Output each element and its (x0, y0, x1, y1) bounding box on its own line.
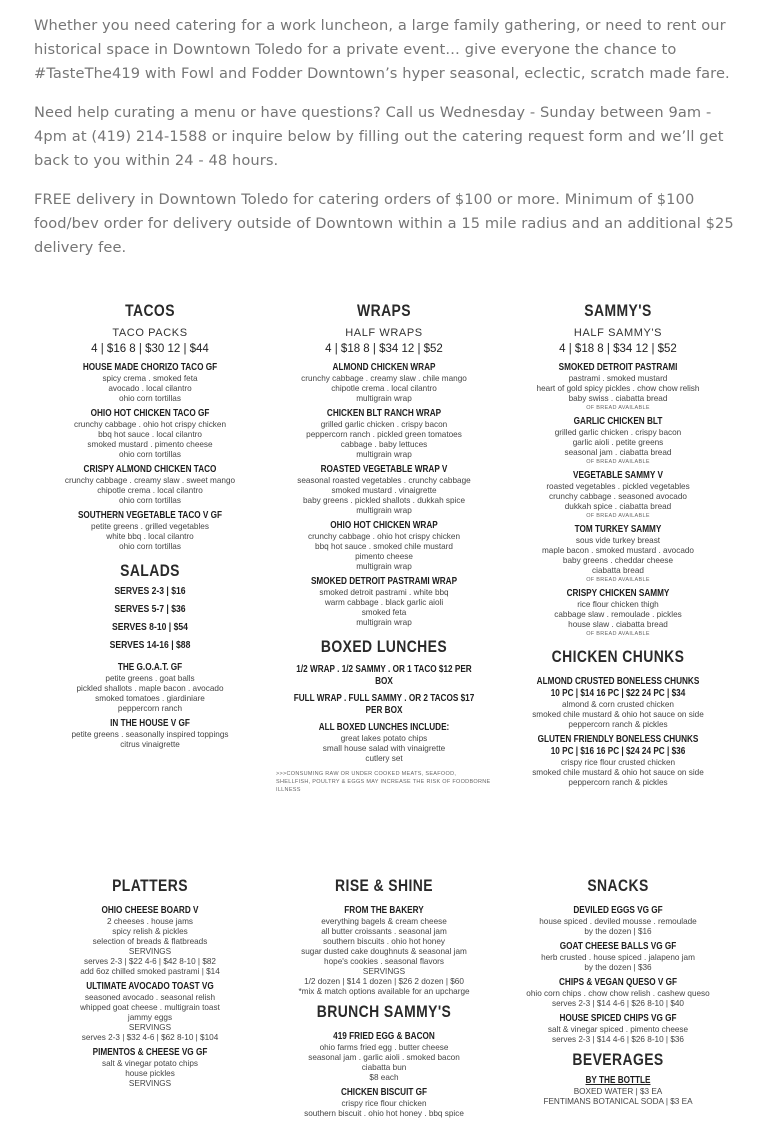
menu-item-price: 10 PC | $14 16 PC | $22 24 PC | $34 (550, 688, 686, 699)
snacks-items (500, 905, 736, 1045)
by-the-bottle-subheading: BY THE BOTTLE (585, 1075, 651, 1086)
menu-item-description: SERVINGS (128, 1023, 172, 1032)
menu-item-description: house slaw . ciabatta bread (568, 620, 668, 629)
menu-item-description: everything bagels & cream cheese (321, 917, 447, 926)
salads-items (32, 662, 268, 750)
rise-shine-heading: RISE & SHINE (335, 876, 433, 895)
salad-serving-sizes (32, 582, 268, 654)
menu-item-name: 419 FRIED EGG & BACON (333, 1031, 435, 1042)
menu-item-description: smoked chile mustard & ohio hot sauce on side (532, 710, 704, 719)
menu-item-description: grilled garlic chicken . crispy bacon (554, 428, 682, 437)
menu-item-description: petite greens . seasonally inspired toppings (71, 730, 229, 739)
menu-item-description: ohio corn tortillas (119, 450, 181, 459)
menu-item-description: petite greens . goat balls (105, 674, 195, 683)
menu-item-description: sugar dusted cake doughnuts & seasonal jam (301, 947, 467, 956)
food-safety-warning: >>>CONSUMING RAW OR UNDER COOKED MEATS, SEAFOOD, SHELLFISH, POULTRY & EGGS MAY INCREASE THE RISK OF FOODBORNE ILLNESS (276, 771, 491, 793)
menu-item (500, 941, 736, 973)
menu-item (32, 905, 268, 977)
menu-item-description: multigrain wrap (356, 506, 412, 515)
menu-item-description: multigrain wrap (356, 450, 412, 459)
menu-item-description: seasonal jam . garlic aioli . smoked bacon (308, 1053, 460, 1062)
beverage-line-1: BOXED WATER | $3 EA (573, 1087, 663, 1096)
menu-item-description: ciabatta bun (361, 1063, 407, 1072)
menu-item-description: smoked mustard . pimento cheese (87, 440, 213, 449)
menu-item (266, 1087, 502, 1119)
menu-item-description: petite greens . grilled vegetables (91, 522, 209, 531)
menu-item-description: SERVINGS (128, 947, 172, 956)
menu-item-description: cabbage . baby lettuces (340, 440, 428, 449)
intro-paragraph-2: Need help curating a menu or have questions? Call us Wednesday - Sunday between 9am - 4pm at (419) 214-1588 or inquire below by filling out the catering request form and we’ll get back to you within 24 - 48 hours. (34, 104, 724, 169)
half-sammys-subheading: HALF SAMMY'S (573, 327, 663, 339)
menu-item-description: pastrami . smoked mustard (568, 374, 668, 383)
menu-item-description: avocado . local cilantro (108, 384, 192, 393)
menu-item-description: multigrain wrap (356, 394, 412, 403)
menu-item-description: warm cabbage . black garlic aioli (324, 598, 444, 607)
menu-item-name: FROM THE BAKERY (344, 905, 424, 916)
snacks-beverages-column (500, 875, 736, 1107)
menu-item (266, 1031, 502, 1083)
menu-item (500, 588, 736, 638)
rise-brunch-column (266, 875, 502, 1123)
menu-item-description: smoked feta (361, 608, 407, 617)
menu-item-description: southern biscuit . ohio hot honey . bbq spice (304, 1109, 464, 1118)
wraps-heading: WRAPS (357, 301, 411, 320)
boxed-include-3: cutlery set (365, 754, 403, 763)
bread-note: OF BREAD AVAILABLE (586, 513, 650, 519)
beverage-line-2: FENTIMANS BOTANICAL SODA | $3 EA (543, 1097, 693, 1106)
boxed-include-1: great lakes potato chips (340, 734, 428, 743)
menu-item-description: seasonal roasted vegetables . crunchy cabbage (297, 476, 471, 485)
menu-item-description: multigrain wrap (356, 562, 412, 571)
menu-item-description: spicy relish & pickles (112, 927, 188, 936)
menu-item-description: baby greens . pickled shallots . dukkah spice (302, 496, 466, 505)
menu-item-description: grilled garlic chicken . crispy bacon (320, 420, 448, 429)
half-wraps-subheading: HALF WRAPS (345, 327, 423, 339)
menu-item-description: seasoned avocado . seasonal relish (84, 993, 216, 1002)
menu-item-description: peppercorn ranch & pickles (568, 720, 668, 729)
snacks-heading: SNACKS (587, 876, 649, 895)
intro-paragraph-1: Whether you need catering for a work luncheon, a large family gathering, or need to rent our historical space in Downtown Toledo for a private event… give everyone the chance to #TasteThe419 with Fowl and Fodder Downtown’s hyper seasonal, eclectic, scratch made fare. (34, 17, 730, 82)
menu-item (500, 734, 736, 788)
menu-item-description: serves 2-3 | $22 4-6 | $42 8-10 | $82 (83, 957, 216, 966)
menu-item-name: IN THE HOUSE V GF (110, 718, 190, 729)
menu-item-description: bbq hot sauce . smoked chile mustard (315, 542, 453, 551)
tacos-heading: TACOS (125, 301, 175, 320)
menu-item (266, 576, 502, 628)
menu-item (266, 362, 502, 404)
menu-item (500, 977, 736, 1009)
menu-item-description: bbq hot sauce . local cilantro (98, 430, 202, 439)
salad-serving-size: SERVES 14-16 | $88 (109, 639, 191, 651)
chicken-chunks-items (500, 676, 736, 788)
salads-heading: SALADS (120, 561, 180, 580)
menu-item (32, 464, 268, 506)
menu-item-name: HOUSE SPICED CHIPS VG GF (559, 1013, 677, 1024)
menu-item (32, 362, 268, 404)
menu-item-description: rice flour chicken thigh (577, 600, 659, 609)
menu-item-name: ULTIMATE AVOCADO TOAST VG (86, 981, 214, 992)
bread-note: OF BREAD AVAILABLE (586, 459, 650, 465)
menu-item-name: THE G.O.A.T. GF (117, 662, 183, 673)
menu-item-description: chipotle crema . local cilantro (331, 384, 437, 393)
menu-item-name: CHIPS & VEGAN QUESO V GF (558, 977, 678, 988)
menu-item-name: SOUTHERN VEGETABLE TACO V GF (77, 510, 223, 521)
menu-item-description: peppercorn ranch & pickles (568, 778, 668, 787)
wraps-boxed-column (266, 300, 502, 794)
menu-item (500, 676, 736, 730)
menu-item-description: ciabatta bread (592, 566, 644, 575)
wraps-items (266, 362, 502, 628)
menu-item-description: crunchy cabbage . creamy slaw . chile mango (301, 374, 467, 383)
menu-item-description: pimento cheese (355, 552, 413, 561)
salad-serving-size: SERVES 2-3 | $16 (114, 585, 186, 597)
menu-item-description: smoked mustard . vinaigrette (331, 486, 437, 495)
salad-serving-size: SERVES 8-10 | $54 (112, 621, 188, 633)
beverages-heading: BEVERAGES (572, 1050, 664, 1069)
menu-item-description: maple bacon . smoked mustard . avocado (541, 546, 694, 555)
sammys-heading: SAMMY'S (584, 301, 652, 320)
menu-item-name: CRISPY CHICKEN SAMMY (566, 588, 670, 599)
sammys-chunks-column (500, 300, 736, 792)
menu-item (500, 1013, 736, 1045)
menu-item-description: by the dozen | $36 (584, 963, 652, 972)
menu-item (500, 905, 736, 937)
menu-item-description: jammy eggs (127, 1013, 173, 1022)
menu-item-name: PIMENTOS & CHEESE VG GF (92, 1047, 208, 1058)
menu-item-description: serves 2-3 | $14 4-6 | $26 8-10 | $36 (551, 1035, 684, 1044)
menu-item-name: OHIO HOT CHICKEN TACO GF (90, 408, 210, 419)
menu-item-description: serves 2-3 | $14 4-6 | $26 8-10 | $40 (551, 999, 684, 1008)
menu-item-description: spicy crema . smoked feta (102, 374, 198, 383)
menu-item (32, 1047, 268, 1089)
menu-item-description: salt & vinegar potato chips (101, 1059, 199, 1068)
menu-item-description: salt & vinegar spiced . pimento cheese (547, 1025, 689, 1034)
menu-item-description: pickled shallots . maple bacon . avocado (76, 684, 224, 693)
taco-packs-subheading: TACO PACKS (112, 327, 188, 339)
menu-item-name: HOUSE MADE CHORIZO TACO GF (82, 362, 218, 373)
menu-item-name: ALMOND CRUSTED BONELESS CHUNKS (536, 676, 700, 687)
boxed-line-1: 1/2 WRAP . 1/2 SAMMY . OR 1 TACO $12 PER BOX (296, 664, 472, 687)
boxed-line-3: ALL BOXED LUNCHES INCLUDE: (318, 722, 450, 733)
menu-item-description: crunchy cabbage . ohio hot crispy chicken (73, 420, 226, 429)
menu-item (266, 464, 502, 516)
menu-item-description: ohio corn tortillas (119, 394, 181, 403)
menu-item-name: GLUTEN FRIENDLY BONELESS CHUNKS (537, 734, 699, 745)
menu-item-name: SMOKED DETROIT PASTRAMI WRAP (310, 576, 458, 587)
menu-item-description: garlic aioli . petite greens (572, 438, 664, 447)
menu-item (500, 416, 736, 466)
menu-item (32, 408, 268, 460)
menu-item-description: SERVINGS (128, 1079, 172, 1088)
menu-item-description: whipped goat cheese . multigrain toast (80, 1003, 220, 1012)
menu-item-description: white bbq . local cilantro (106, 532, 194, 541)
bread-note: OF BREAD AVAILABLE (586, 405, 650, 411)
tacos-items (32, 362, 268, 552)
menu-item-description: $8 each (369, 1073, 399, 1082)
menu-item-description: crunchy cabbage . creamy slaw . sweet mango (64, 476, 236, 485)
menu-item-description: crispy rice flour crusted chicken (560, 758, 676, 767)
platters-column (32, 875, 268, 1093)
menu-item-description: sous vide turkey breast (575, 536, 661, 545)
brunch-sammys-heading: BRUNCH SAMMY'S (316, 1002, 452, 1021)
menu-item-name: OHIO CHEESE BOARD V (101, 905, 199, 916)
menu-item (266, 905, 502, 997)
menu-item-name: CHICKEN BISCUIT GF (340, 1087, 428, 1098)
boxed-line-2: FULL WRAP . FULL SAMMY . OR 2 TACOS $17 PER BOX (293, 693, 475, 716)
menu-item-description: SERVINGS (362, 967, 406, 976)
menu-item-price: 10 PC | $16 16 PC | $24 24 PC | $36 (550, 746, 686, 757)
taco-packs-price: 4 | $16 8 | $30 12 | $44 (91, 343, 209, 355)
menu-item-description: heart of gold spicy pickles . chow chow relish (536, 384, 700, 393)
menu-item-description: by the dozen | $16 (584, 927, 652, 936)
platters-heading: PLATTERS (112, 876, 188, 895)
menu-item-description: smoked detroit pastrami . white bbq (319, 588, 449, 597)
menu-item (32, 981, 268, 1043)
half-wraps-price: 4 | $18 8 | $34 12 | $52 (325, 343, 443, 355)
menu-item (500, 470, 736, 520)
menu-item-description: ohio corn tortillas (119, 542, 181, 551)
menu-item-description: southern biscuits . ohio hot honey (323, 937, 445, 946)
menu-item-name: DEVILED EGGS VG GF (573, 905, 663, 916)
menu-item-description: 1/2 dozen | $14 1 dozen | $26 2 dozen | $60 (304, 977, 464, 986)
menu-item-description: baby greens . cheddar cheese (562, 556, 674, 565)
sammys-items (500, 362, 736, 638)
menu-item-description: ohio farms fried egg . butter cheese (319, 1043, 449, 1052)
menu-item-description: hope's cookies . seasonal flavors (324, 957, 444, 966)
menu-item-description: citrus vinaigrette (120, 740, 180, 749)
tacos-salads-column (32, 300, 268, 754)
menu-item-description: roasted vegetables . pickled vegetables (546, 482, 690, 491)
menu-item (266, 408, 502, 460)
menu-item-description: smoked tomatoes . giardiniare (95, 694, 205, 703)
brunch-sammys-items (266, 1031, 502, 1119)
menu-item-description: almond & corn crusted chicken (562, 700, 674, 709)
menu-item-description: seasonal jam . ciabatta bread (564, 448, 672, 457)
intro-paragraph-3: FREE delivery in Downtown Toledo for catering orders of $100 or more. Minimum of $100 food/bev order for delivery outside of Downtown within a 15 mile radius and an additional $25 delivery fee. (34, 191, 734, 256)
menu-item-description: crunchy cabbage . ohio hot crispy chicken (307, 532, 460, 541)
menu-item (32, 510, 268, 552)
menu-item-description: house spiced . deviled mousse . remoulade (539, 917, 697, 926)
menu-item-description: all butter croissants . seasonal jam (321, 927, 447, 936)
menu-item (500, 524, 736, 584)
menu-item-description: *mix & match options available for an upcharge (298, 987, 470, 996)
menu-item-description: ohio corn tortillas (119, 496, 181, 505)
menu-item-description: multigrain wrap (356, 618, 412, 627)
half-sammys-price: 4 | $18 8 | $34 12 | $52 (559, 343, 677, 355)
menu-item-name: GARLIC CHICKEN BLT (573, 416, 663, 427)
menu-item-description: ohio corn chips . chow chow relish . cashew queso (526, 989, 710, 998)
menu-item-name: GOAT CHEESE BALLS VG GF (559, 941, 677, 952)
menu-item-name: SMOKED DETROIT PASTRAMI (558, 362, 678, 373)
menu-item-name: VEGETABLE SAMMY V (573, 470, 663, 481)
menu-item-description: selection of breads & flatbreads (92, 937, 208, 946)
menu-item-description: add 6oz chilled smoked pastrami | $14 (80, 967, 220, 976)
menu-item-description: baby swiss . ciabatta bread (568, 394, 668, 403)
menu-item (32, 718, 268, 750)
menu-item-name: CHICKEN BLT RANCH WRAP (326, 408, 442, 419)
platters-items (32, 905, 268, 1089)
menu-item-description: smoked chile mustard & ohio hot sauce on side (532, 768, 704, 777)
menu-item (32, 662, 268, 714)
bread-note: OF BREAD AVAILABLE (586, 577, 650, 583)
menu-item-description: serves 2-3 | $32 4-6 | $62 8-10 | $104 (81, 1033, 219, 1042)
bread-note: OF BREAD AVAILABLE (586, 631, 650, 637)
rise-shine-items (266, 905, 502, 997)
salad-serving-size: SERVES 5-7 | $36 (114, 603, 186, 615)
boxed-lunches-heading: BOXED LUNCHES (320, 637, 448, 656)
menu-item-description: cabbage slaw . remoulade . pickles (554, 610, 682, 619)
boxed-include-2: small house salad with vinaigrette (322, 744, 446, 753)
menu-item-description: dukkah spice . ciabatta bread (564, 502, 672, 511)
menu-item-description: peppercorn ranch . pickled green tomatoes (306, 430, 462, 439)
menu-item-description: crispy rice flour chicken (341, 1099, 427, 1108)
menu-item-description: peppercorn ranch (117, 704, 183, 713)
menu-item-name: CRISPY ALMOND CHICKEN TACO (83, 464, 217, 475)
menu-item-description: chipotle crema . local cilantro (97, 486, 203, 495)
menu-item-name: TOM TURKEY SAMMY (574, 524, 662, 535)
chicken-chunks-heading: CHICKEN CHUNKS (551, 647, 685, 666)
menu-item-description: herb crusted . house spiced . jalapeno jam (541, 953, 695, 962)
menu-item-name: ROASTED VEGETABLE WRAP V (320, 464, 448, 475)
menu-item-description: 2 cheeses . house jams (106, 917, 194, 926)
menu-item-name: OHIO HOT CHICKEN WRAP (330, 520, 438, 531)
menu-item-description: crunchy cabbage . seasoned avocado (549, 492, 687, 501)
menu-item-name: ALMOND CHICKEN WRAP (332, 362, 436, 373)
menu-item-description: house pickles (125, 1069, 175, 1078)
menu-item (500, 362, 736, 412)
menu-item (266, 520, 502, 572)
